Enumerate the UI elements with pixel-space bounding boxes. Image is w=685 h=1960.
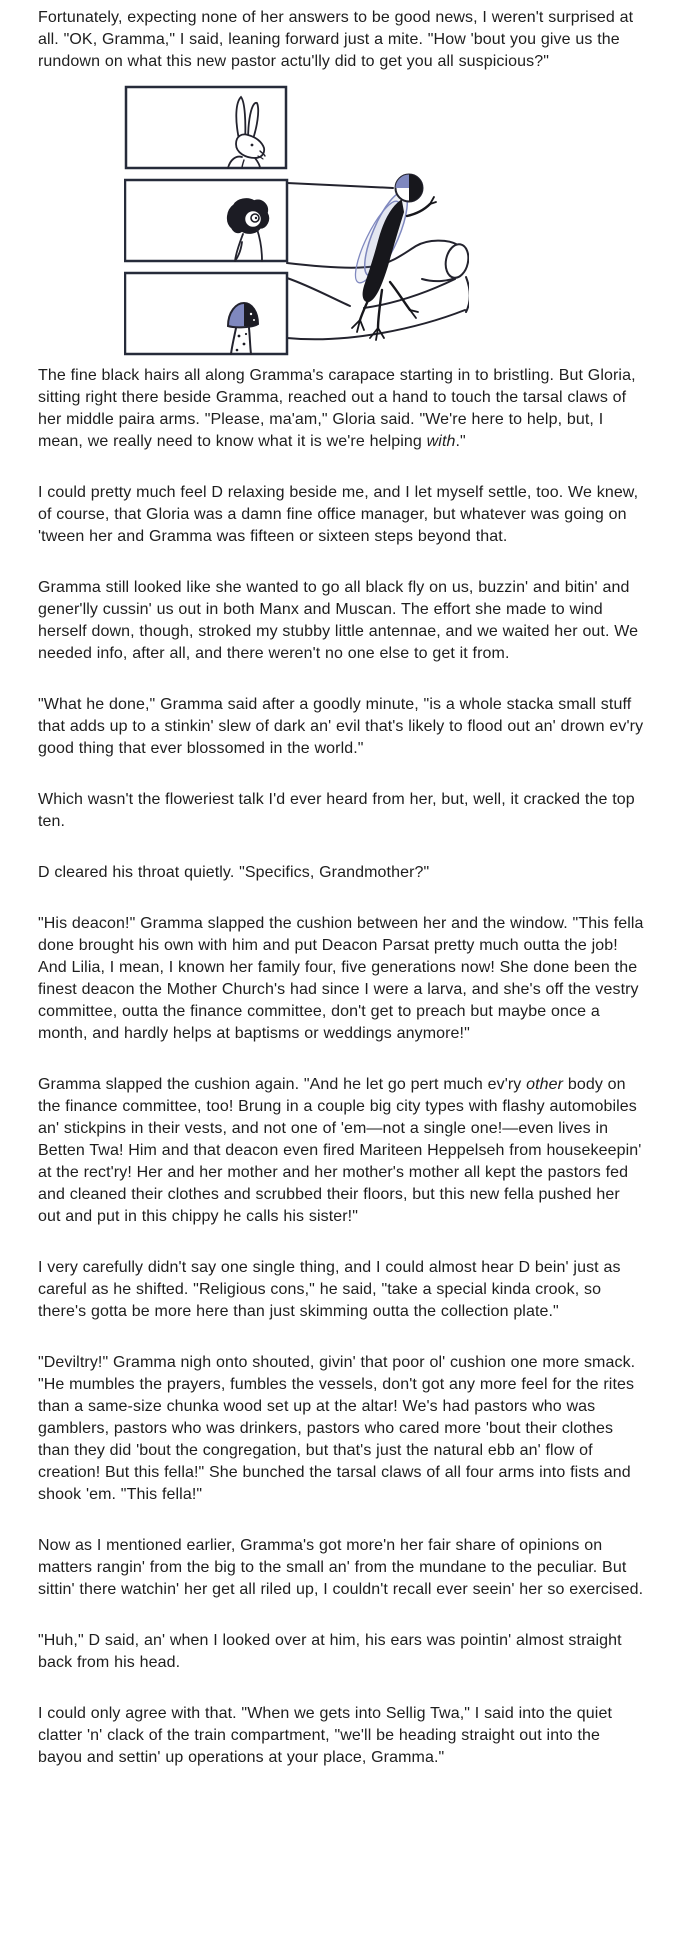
story-illustration — [124, 76, 469, 362]
story-paragraph: "Deviltry!" Gramma nigh onto shouted, givin' that poor ol' cushion one more smack. "He mumbles the prayers, fumbles the vessels, don't got any more feel for the rites than a same-size chunka wood set up at the altar! We's had pastors who was gamblers, pastors who was drinkers, pastors who cared more 'bout their clothes than they did 'bout the congregation, but that's just the natural ebb an' flow of creation! But this fella!" She bunched the tarsal claws of all four arms into fists and shook 'em. "This fella!" — [38, 1354, 636, 1503]
italic-run: other — [526, 1076, 564, 1093]
story-paragraph: The fine black hairs all along Gramma's carapace starting in to bristling. But Gloria, sitting right there beside Gramma, reached out a hand to touch the tarsal claws of her middle paira arms. "Please, ma'am," Gloria said. "We're here to help, but, I mean, we really need to know what it is we're helping with." — [38, 367, 636, 450]
story-text — [38, 7, 647, 1769]
rabbit-eye — [251, 144, 254, 147]
story-paragraph: D cleared his throat quietly. "Specifics, Grandmother?" — [38, 864, 430, 881]
italic-run: with — [426, 433, 456, 450]
story-intro — [38, 7, 647, 73]
story-body — [38, 365, 647, 1769]
fly-sketch — [347, 175, 436, 341]
story-paragraph: "Huh," D said, an' when I looked over at him, his ears was pointin' almost straight back from his head. — [38, 1632, 622, 1671]
story-paragraph: Now as I mentioned earlier, Gramma's got more'n her fair share of opinions on matters rangin' from the big to the small an' from the mundane to the peculiar. But sittin' there watchin' her get all riled up, I couldn't recall ever seein' her so exercised. — [38, 1537, 644, 1598]
story-paragraph: "What he done," Gramma said after a goodly minute, "is a whole stacka small stuff that adds up to a stinkin' slew of dark an' evil that's likely to flood out an' drown ev'ry good thing that ever blossomed in the world." — [38, 696, 644, 757]
story-paragraph: I could only agree with that. "When we gets into Sellig Twa," I said into the quiet clatter 'n' clack of the train compartment, "we'll be heading straight out into the bayou and settin' up operations at your place, Gramma." — [38, 1705, 612, 1766]
window-panel-bottom — [125, 273, 287, 354]
story-paragraph: Which wasn't the floweriest talk I'd ever heard from her, but, well, it cracked the top ten. — [38, 791, 635, 830]
story-paragraph: Fortunately, expecting none of her answers to be good news, I weren't surprised at all. "OK, Gramma," I said, leaning forward just a mite. "How 'bout you give us the rundown on what this new pastor actu'lly did to get you all suspicious?" — [38, 9, 634, 70]
train-compartment-sketch — [124, 76, 469, 362]
story-paragraph: "His deacon!" Gramma slapped the cushion between her and the window. "This fella done brought his own with him and put Deacon Parsat pretty much outta the job! And Lilia, I mean, I known her family four, five generations now! She done been the finest deacon the Mother Church's had since I were a larva, and she's off the vestry committee, outta the finance committee, don't get to preach but maybe once a month, and hardly helps at baptisms or weddings anymore!" — [38, 915, 644, 1042]
story-paragraph: I very carefully didn't say one single thing, and I could almost hear D bein' just as careful as he shifted. "Religious cons," he said, "take a special kinda crook, so there's gotta be more here than just skimming outta the collection plate." — [38, 1259, 621, 1320]
story-paragraph: Gramma still looked like she wanted to go all black fly on us, buzzin' and bitin' and gener'lly cussin' us out in both Manx and Muscan. The effort she made to wind herself down, though, stroked my stubby little antennae, and we waited her out. We needed info, after all, and there weren't no one else to get it from. — [38, 579, 639, 662]
story-paragraph: I could pretty much feel D relaxing beside me, and I let myself settle, too. We knew, of course, that Gloria was a damn fine office manager, but whatever was going on 'tween her and Gramma was fifteen or sixteen steps beyond that. — [38, 484, 639, 545]
story-paragraph: Gramma slapped the cushion again. "And he let go pert much ev'ry other body on the finance committee, too! Brung in a couple big city types with flashy automobiles an' stickpins in their vests, and not one of 'em—not a single one!—even lives in Betten Twa! Him and that deacon even fired Mariteen Heppelseh from housekeepin' at the rect'ry! Her and her mother and her mother's mother all kept the pastors fed and cleaned their clothes and scrubbed their floors, but this new fella pushed her out and put in this chippy he calls his sister!" — [38, 1076, 642, 1225]
